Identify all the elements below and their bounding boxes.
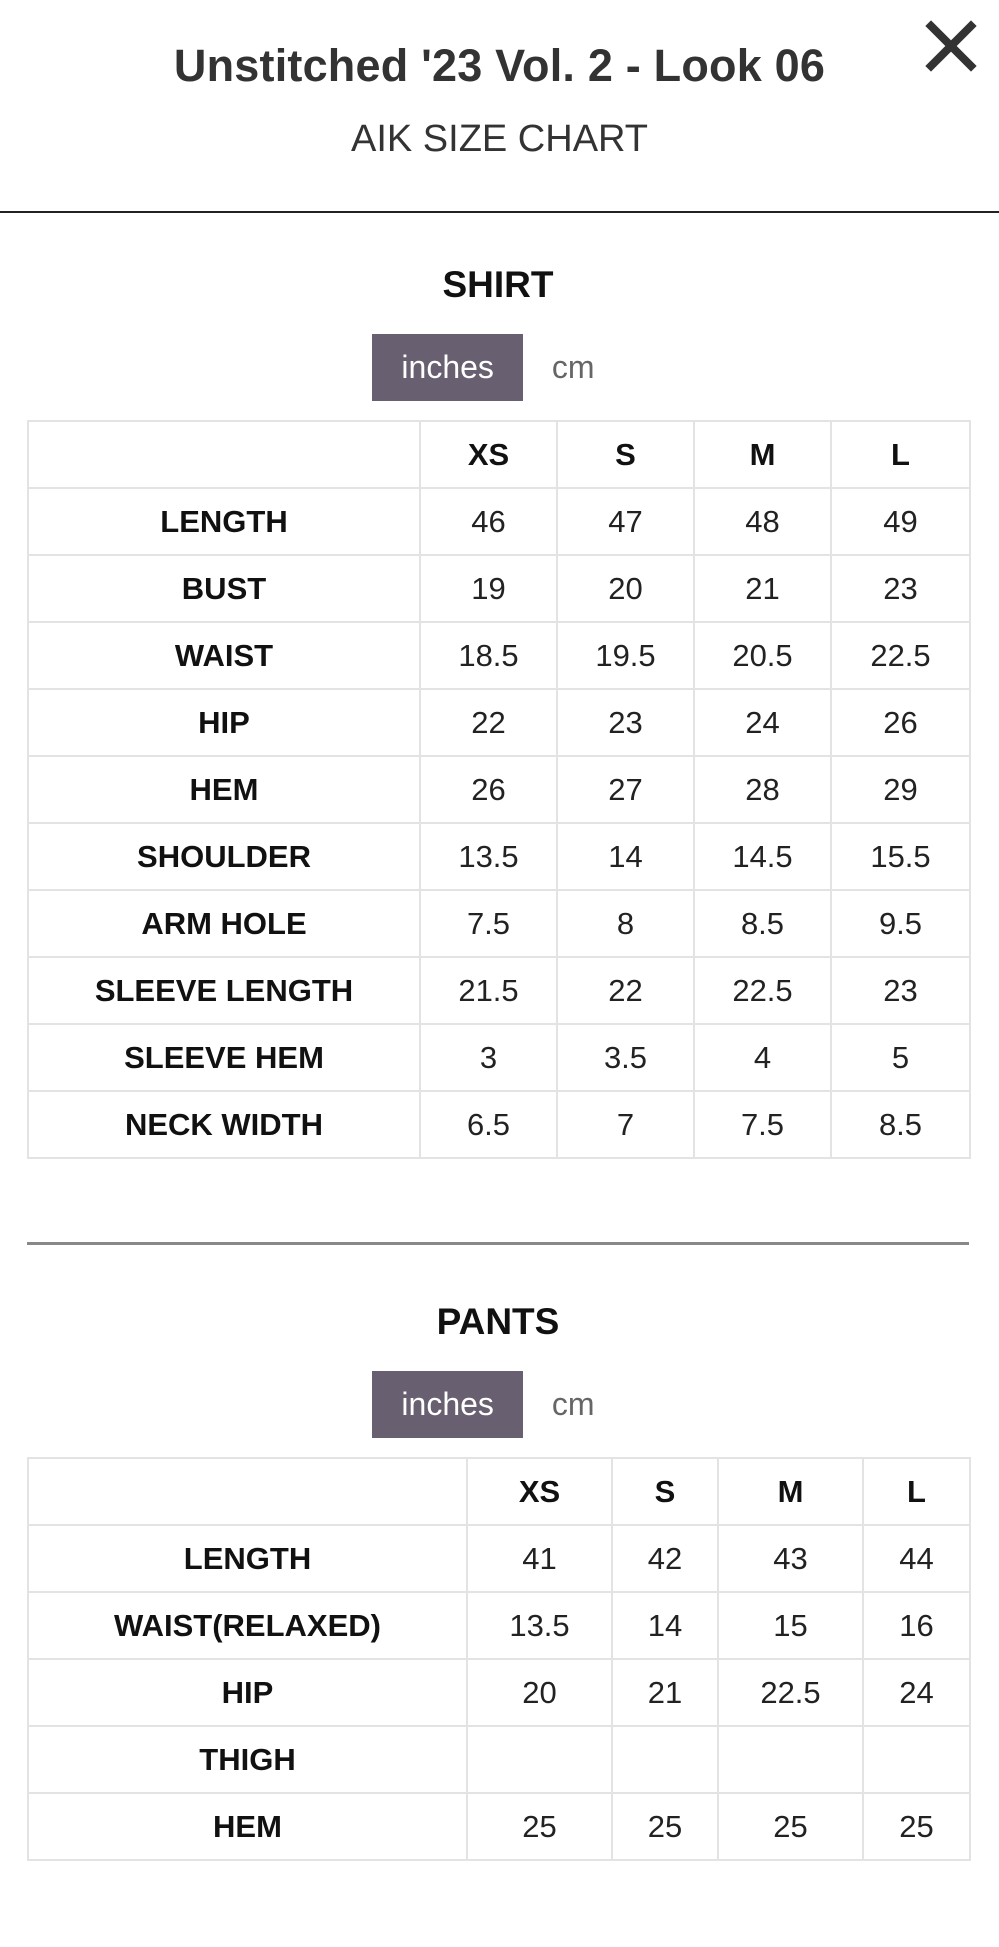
measurement-value: 8	[557, 890, 694, 957]
measurement-value: 6.5	[420, 1091, 557, 1158]
measurement-value	[612, 1726, 718, 1793]
table-corner-cell	[28, 421, 420, 488]
measurement-value: 7.5	[420, 890, 557, 957]
shirt-unit-toggle	[27, 334, 969, 401]
measurement-value: 21	[694, 555, 831, 622]
measurement-label: ARM HOLE	[28, 890, 420, 957]
table-corner-cell	[28, 1458, 467, 1525]
pants-unit-toggle	[27, 1371, 969, 1438]
measurement-value: 19.5	[557, 622, 694, 689]
measurement-value: 14.5	[694, 823, 831, 890]
measurement-label: SHOULDER	[28, 823, 420, 890]
section-divider	[27, 1242, 969, 1245]
table-row	[28, 1592, 970, 1659]
measurement-value: 13.5	[420, 823, 557, 890]
measurement-value	[863, 1726, 970, 1793]
measurement-value: 20	[557, 555, 694, 622]
pants-unit-cm-button[interactable]: cm	[551, 1386, 595, 1422]
measurement-value: 23	[831, 555, 970, 622]
measurement-value: 14	[612, 1592, 718, 1659]
measurement-value: 21	[612, 1659, 718, 1726]
measurement-value: 22.5	[718, 1659, 863, 1726]
measurement-label: LENGTH	[28, 1525, 467, 1592]
measurement-value: 3.5	[557, 1024, 694, 1091]
table-row	[28, 622, 970, 689]
table-header-row	[28, 1458, 970, 1525]
pants-section-title: PANTS	[436, 1301, 560, 1342]
product-title: Unstitched '23 Vol. 2 - Look 06	[173, 40, 826, 91]
measurement-value: 43	[718, 1525, 863, 1592]
table-row	[28, 689, 970, 756]
size-column-header: L	[831, 421, 970, 488]
shirt-section	[27, 255, 969, 1159]
table-row	[28, 1024, 970, 1091]
measurement-value: 22.5	[694, 957, 831, 1024]
measurement-value: 8.5	[694, 890, 831, 957]
measurement-value: 24	[694, 689, 831, 756]
measurement-value: 42	[612, 1525, 718, 1592]
measurement-value: 25	[467, 1793, 612, 1860]
pants-unit-inches-button[interactable]: inches	[372, 1371, 523, 1438]
measurement-value: 14	[557, 823, 694, 890]
measurement-value: 16	[863, 1592, 970, 1659]
table-row	[28, 1726, 970, 1793]
measurement-label: WAIST	[28, 622, 420, 689]
measurement-value: 48	[694, 488, 831, 555]
measurement-value: 20	[467, 1659, 612, 1726]
measurement-value: 49	[831, 488, 970, 555]
measurement-value: 29	[831, 756, 970, 823]
measurement-value: 7	[557, 1091, 694, 1158]
measurement-value: 18.5	[420, 622, 557, 689]
shirt-unit-cm-button[interactable]: cm	[551, 349, 595, 385]
measurement-value: 3	[420, 1024, 557, 1091]
measurement-label: WAIST(RELAXED)	[28, 1592, 467, 1659]
table-row	[28, 890, 970, 957]
shirt-unit-inches-button[interactable]: inches	[372, 334, 523, 401]
shirt-size-table	[27, 420, 971, 1159]
measurement-value: 24	[863, 1659, 970, 1726]
measurement-label: THIGH	[28, 1726, 467, 1793]
close-button[interactable]	[923, 18, 979, 74]
measurement-value: 25	[718, 1793, 863, 1860]
measurement-label: LENGTH	[28, 488, 420, 555]
table-row	[28, 1659, 970, 1726]
measurement-value: 7.5	[694, 1091, 831, 1158]
measurement-value: 20.5	[694, 622, 831, 689]
size-column-header: M	[718, 1458, 863, 1525]
measurement-value: 26	[420, 756, 557, 823]
size-column-header: L	[863, 1458, 970, 1525]
pants-section	[27, 1292, 969, 1861]
measurement-value: 44	[863, 1525, 970, 1592]
measurement-label: HEM	[28, 756, 420, 823]
measurement-value	[718, 1726, 863, 1793]
measurement-label: HEM	[28, 1793, 467, 1860]
size-column-header: S	[612, 1458, 718, 1525]
measurement-value: 22	[557, 957, 694, 1024]
measurement-label: SLEEVE LENGTH	[28, 957, 420, 1024]
measurement-value: 27	[557, 756, 694, 823]
measurement-value: 46	[420, 488, 557, 555]
close-icon	[923, 18, 979, 74]
shirt-section-title: SHIRT	[442, 264, 554, 305]
measurement-label: HIP	[28, 689, 420, 756]
measurement-value: 21.5	[420, 957, 557, 1024]
modal-header	[0, 0, 999, 213]
measurement-value: 23	[831, 957, 970, 1024]
measurement-value: 13.5	[467, 1592, 612, 1659]
measurement-label: BUST	[28, 555, 420, 622]
measurement-value: 9.5	[831, 890, 970, 957]
table-row	[28, 756, 970, 823]
table-header-row	[28, 421, 970, 488]
table-row	[28, 1525, 970, 1592]
size-column-header: M	[694, 421, 831, 488]
measurement-label: SLEEVE HEM	[28, 1024, 420, 1091]
measurement-label: NECK WIDTH	[28, 1091, 420, 1158]
table-row	[28, 488, 970, 555]
pants-size-table	[27, 1457, 971, 1861]
measurement-value: 19	[420, 555, 557, 622]
size-column-header: XS	[420, 421, 557, 488]
measurement-value: 4	[694, 1024, 831, 1091]
measurement-value: 23	[557, 689, 694, 756]
table-row	[28, 1091, 970, 1158]
measurement-value: 47	[557, 488, 694, 555]
size-column-header: XS	[467, 1458, 612, 1525]
size-chart-subtitle: AIK SIZE CHART	[350, 118, 649, 160]
table-row	[28, 1793, 970, 1860]
measurement-value: 15.5	[831, 823, 970, 890]
size-column-header: S	[557, 421, 694, 488]
measurement-label: HIP	[28, 1659, 467, 1726]
measurement-value: 15	[718, 1592, 863, 1659]
table-row	[28, 555, 970, 622]
measurement-value: 28	[694, 756, 831, 823]
measurement-value: 22.5	[831, 622, 970, 689]
table-row	[28, 957, 970, 1024]
measurement-value: 5	[831, 1024, 970, 1091]
measurement-value: 26	[831, 689, 970, 756]
measurement-value: 41	[467, 1525, 612, 1592]
measurement-value: 8.5	[831, 1091, 970, 1158]
measurement-value: 25	[612, 1793, 718, 1860]
measurement-value	[467, 1726, 612, 1793]
measurement-value: 25	[863, 1793, 970, 1860]
table-row	[28, 823, 970, 890]
measurement-value: 22	[420, 689, 557, 756]
